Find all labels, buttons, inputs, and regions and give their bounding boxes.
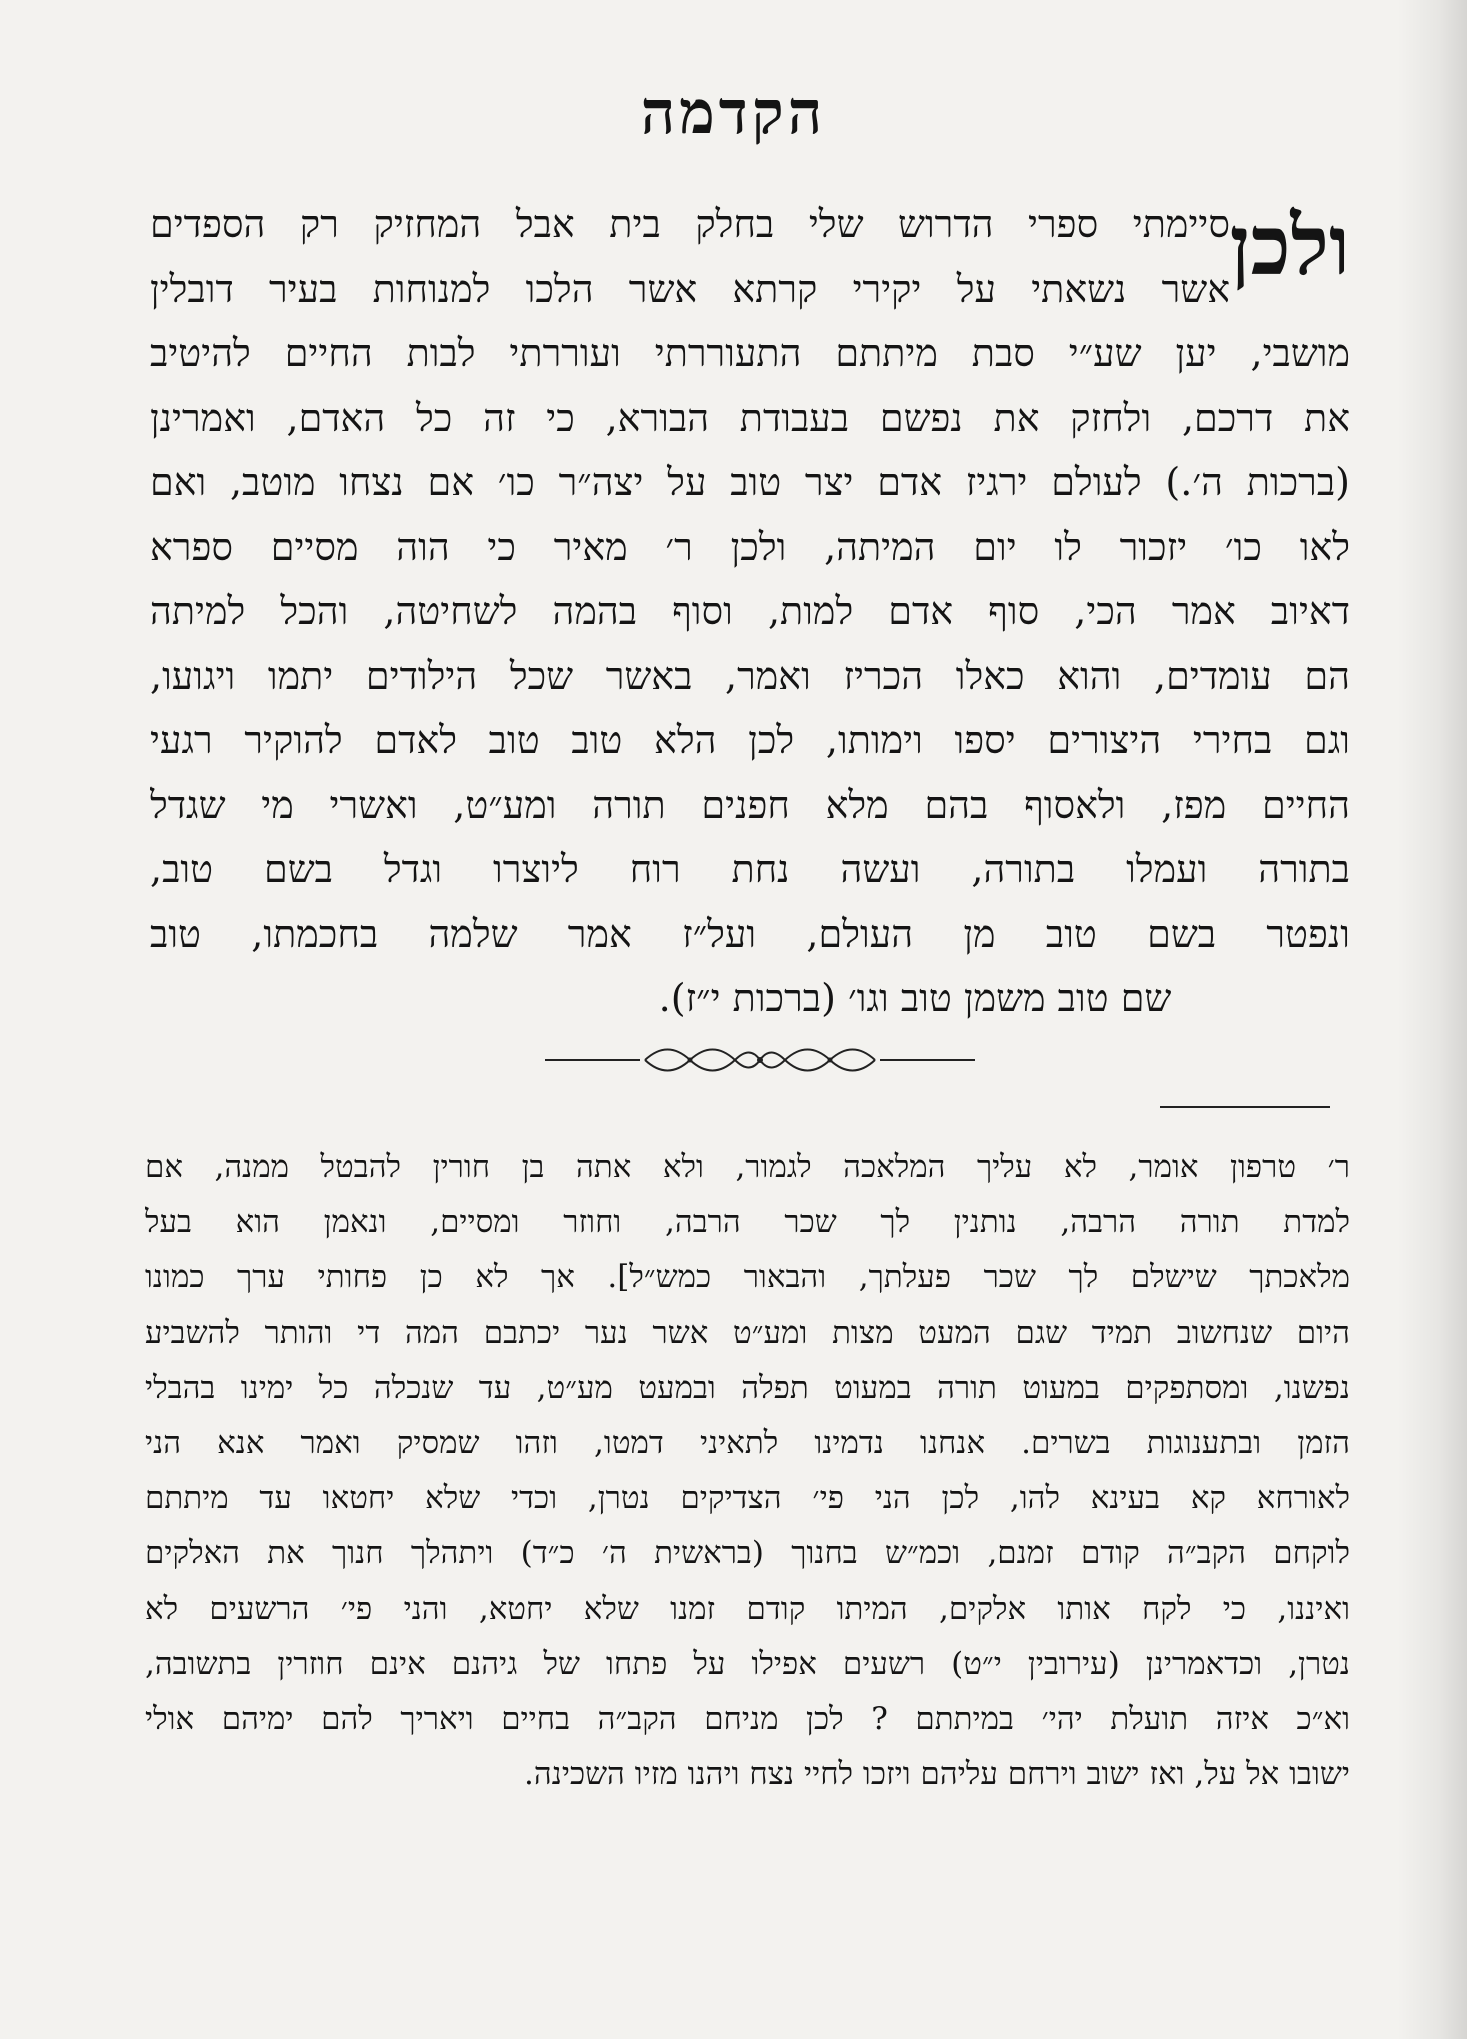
body-line: לאורחא קא בעינא להו, לכן הני פי׳ הצדיקים נטרן, וכדי שלא יחטאו עד מיתתם	[145, 1480, 1350, 1517]
footnote-separator	[1160, 1106, 1330, 1108]
drop-word: ולכן	[1229, 198, 1350, 294]
intro-line: הם עומדים, והוא כאלו הכריז ואמר, באשר שכל הילודים יתמו ויגועו,	[150, 653, 1350, 698]
intro-line: (ברכות ה׳.) לעולם ירגיז אדם יצר טוב על יצה״ר כו׳ אם נצחו מוטב, ואם	[150, 460, 1350, 504]
intro-line: סיימתי ספרי הדרוש שלי בחלק בית אבל המחזיק רק הספדים	[150, 202, 1230, 246]
intro-line: מושבי, יען שע״י סבת מיתתם התעוררתי ועוררתי לבות החיים להיטיב	[150, 331, 1350, 375]
intro-paragraph	[150, 192, 1350, 1031]
ornament-icon	[545, 1040, 975, 1080]
intro-line: וגם בחירי היצורים יספו וימותו, לכן הלא טוב טוב לאדם להוקיר רגעי	[150, 718, 1350, 762]
intro-line: את דרכם, ולחזק את נפשם בעבודת הבורא, כי זה כל האדם, ואמרינן	[150, 395, 1350, 440]
intro-line: לאו כו׳ יזכור לו יום המיתה, ולכן ר׳ מאיר כי הוה מסיים ספרא	[150, 524, 1350, 569]
intro-line: בתורה ועמלו בתורה, ועשה נחת רוח ליוצרו וגדל בשם טוב,	[150, 847, 1350, 891]
page-edge-shadow	[1397, 0, 1467, 2039]
intro-line: ונפטר בשם טוב מן העולם, ועל״ז אמר שלמה בחכמתו, טוב	[150, 911, 1350, 956]
body-line: היום שנחשוב תמיד שגם המעט מצות ומע״ט אשר נער יכתבם המה די והותר להשביע	[145, 1314, 1350, 1351]
intro-line: אשר נשאתי על יקירי קרתא אשר הלכו למנוחות בעיר דובלין	[150, 266, 1230, 311]
footnote-text	[145, 1140, 1350, 1802]
body-line: נטרן, וכדאמרינן (עירובין י״ט) רשעים אפילו על פתחו של גיהנם אינם חוזרין בתשובה,	[145, 1645, 1350, 1682]
body-line: הזמן ובתענוגות בשרים. אנחנו נדמינו לתאיני דמטו, וזהו שמסיק ואמר אנא הני	[145, 1424, 1350, 1461]
body-line: ר׳ טרפון אומר, לא עליך המלאכה לגמור, ולא אתה בן חורין להבטל ממנה, אם	[145, 1149, 1350, 1185]
body-line: מלאכתך שישלם לך שכר פעלתך, והבאור כמש״ל]. אך לא כן פחותי ערך כמונו	[145, 1259, 1350, 1296]
decorative-divider	[545, 1040, 975, 1080]
intro-line: החיים מפז, ולאסוף בהם מלא חפנים תורה ומע״ט, ואשרי מי שגדל	[150, 782, 1350, 827]
body-line: למדת תורה הרבה, נותנין לך שכר הרבה, וחוזר ומסיים, ונאמן הוא בעל	[145, 1204, 1350, 1241]
body-line: נפשנו, ומסתפקים במעוט תורה במעוט תפלה ובמעט מע״ט, עד שנכלה כל ימינו בהבלי	[145, 1369, 1350, 1406]
body-line: וא״כ איזה תועלת יהי׳ במיתתם ? לכן מניחם הקב״ה בחיים ויאריך להם ימיהם אולי	[145, 1700, 1350, 1737]
body-line: ואיננו, כי לקח אותו אלקים, המיתו קודם זמנו שלא יחטא, והני פי׳ הרשעים לא	[145, 1590, 1350, 1627]
body-line: לוקחם הקב״ה קודם זמנם, וכמ״ש בחנוך (בראשית ה׳ כ״ד) ויתהלך חנוך את האלקים	[145, 1535, 1350, 1572]
body-line: ישובו אל על, ואז ישוב וירחם עליהם ויזכו לחיי נצח ויהנו מזיו השכינה.	[524, 1756, 1350, 1793]
page-title: הקדמה	[640, 78, 827, 148]
intro-line: שם טוב משמן טוב וגו׳ (ברכות י״ז).	[658, 976, 1172, 1020]
intro-line: דאיוב אמר הכי, סוף אדם למות, וסוף בהמה לשחיטה, והכל למיתה	[150, 589, 1350, 633]
